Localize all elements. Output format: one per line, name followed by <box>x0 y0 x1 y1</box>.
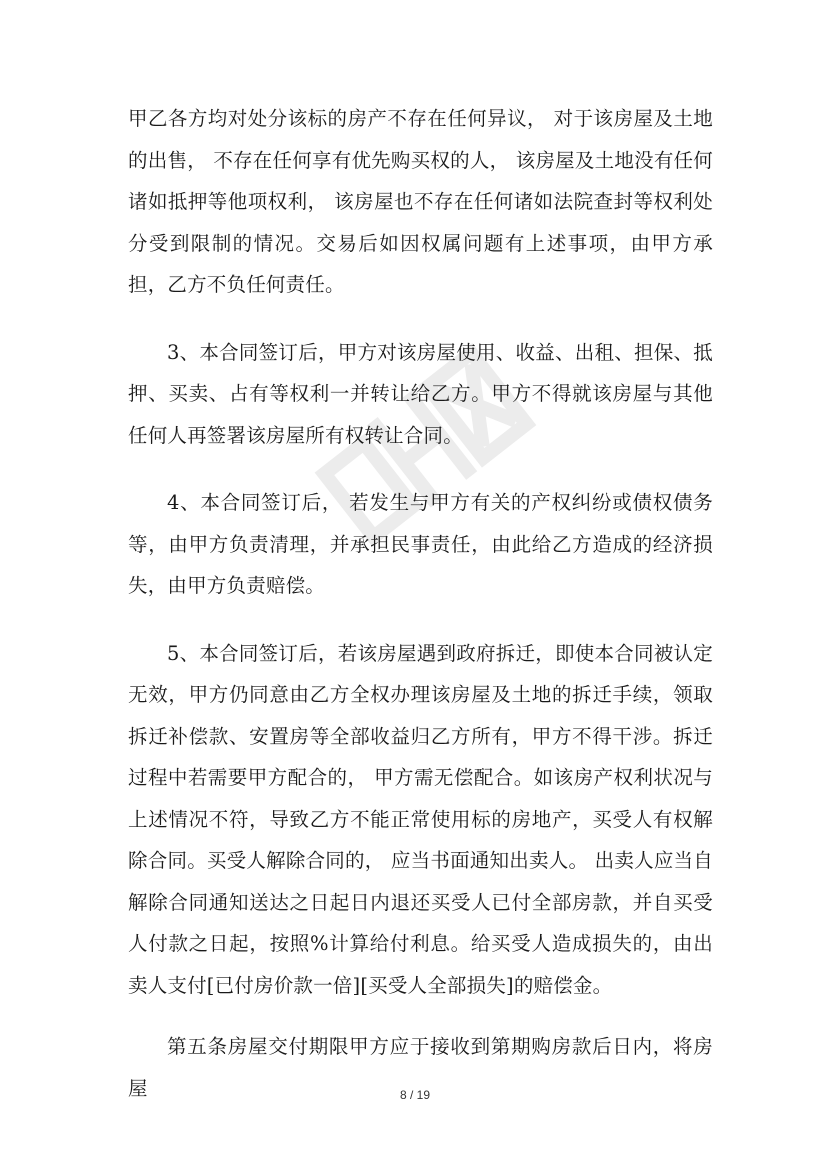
paragraph-gap <box>128 306 713 332</box>
document-body <box>128 98 713 1109</box>
paragraph-clause-3: 3、本合同签订后，甲方对该房屋使用、收益、出租、担保、抵押、买卖、占有等权利一并转让给乙方。甲方不得就该房屋与其他任何人再签署该房屋所有权转让合同。 <box>128 340 713 447</box>
paragraph-1: 甲乙各方均对处分该标的房产不存在任何异议， 对于该房屋及土地的出售， 不存在任何享有优先购买权的人， 该房屋及土地没有任何诸如抵押等他项权利， 该房屋也不存在任何诸如法院查封等权利处分受到限制的情况。交易后如因权属问题有上述事项，由甲方承担，乙方不负任何责任。 <box>128 107 713 296</box>
paragraph-gap <box>128 456 713 482</box>
paragraph-gap <box>128 607 713 633</box>
paragraph-article-5: 第五条房屋交付期限甲方应于接收到第期购房款后日内，将房屋 <box>128 1035 713 1100</box>
paragraph-gap <box>128 1006 713 1026</box>
paragraph-clause-5: 5、本合同签订后，若该房屋遇到政府拆迁，即使本合同被认定无效，甲方仍同意由乙方全权办理该房屋及土地的拆迁手续，领取拆迁补偿款、安置房等全部收益归乙方所有，甲方不得干涉。拆迁过程中若需要甲方配合的， 甲方需无偿配合。如该房产权利状况与上述情况不符，导致乙方不能正常使用标的房地产，买受人有权解除合同。买受人解除合同的， 应当书面通知出卖人。 出卖人应当自解除合同通知送达之日起日内退还买受人已付全部房款，并自买受人付款之日起，按照%计算给付利息。给买受人造成损失的，由出卖人支付[已付房价款一倍][买受人全部损失]的赔偿金。 <box>128 641 713 997</box>
paragraph-clause-4: 4、本合同签订后， 若发生与甲方有关的产权纠纷或债权债务等，由甲方负责清理，并承担民事责任，由此给乙方造成的经济损失，由甲方负责赔偿。 <box>128 491 713 597</box>
page-number: 8 / 19 <box>399 1088 431 1102</box>
